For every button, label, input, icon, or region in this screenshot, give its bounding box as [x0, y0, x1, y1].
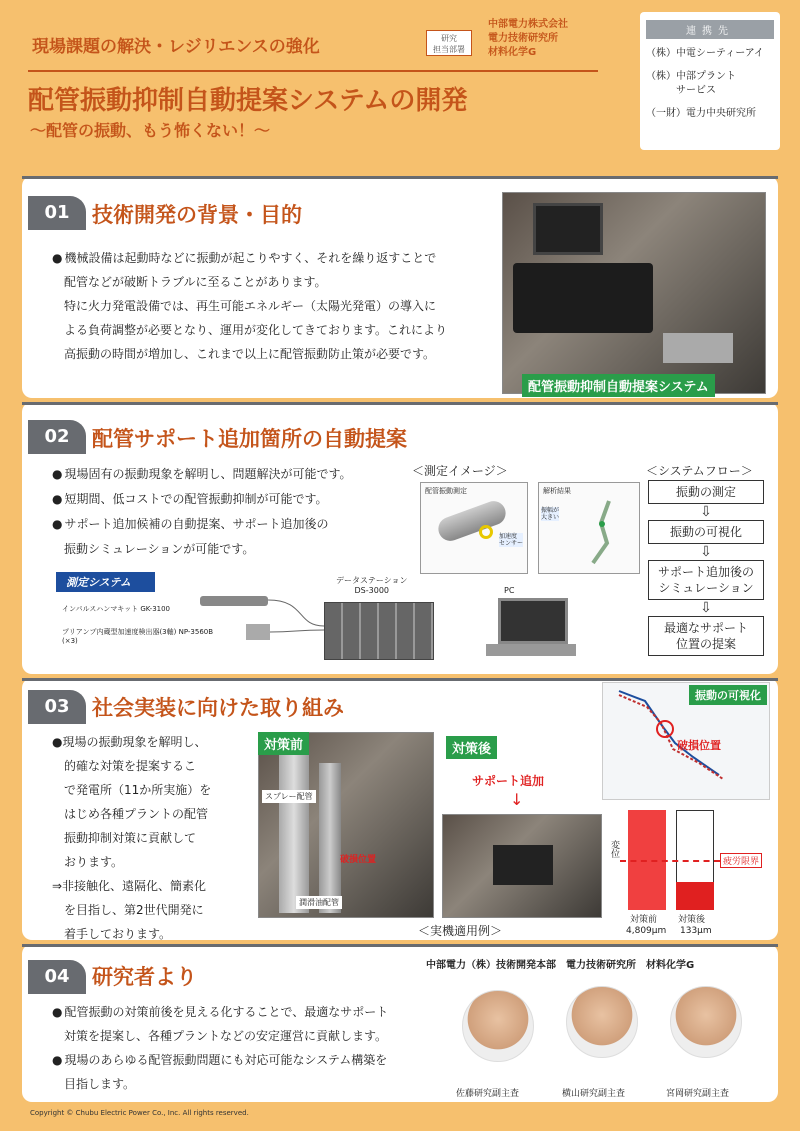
analysis-graph	[559, 497, 629, 569]
body-line: 的確な対策を提案するこ	[52, 759, 197, 773]
arrow-down-icon: ⇩	[700, 600, 712, 616]
measure-label: ＜測定イメージ＞	[412, 464, 508, 478]
body-line: 特に火力発電設備では、再生可能エネルギー（太陽光発電）の導入に	[64, 299, 437, 313]
sensor-label: 加速度 センサー	[499, 533, 524, 547]
bar-value: 133μm	[680, 926, 712, 936]
body-line: おります。	[52, 855, 124, 869]
body-line: はじめ各種プラントの配管	[52, 807, 209, 821]
section-number: 04	[28, 960, 86, 994]
person-name: 佐藤研究副主査	[456, 1089, 520, 1099]
bullet-continuation: 目指します。	[52, 1077, 136, 1091]
system-label: 測定システム	[56, 572, 155, 592]
section-title: 技術開発の背景・目的	[92, 203, 302, 227]
section-bar	[22, 402, 778, 405]
system-flow	[648, 480, 764, 656]
support-add-label: サポート追加	[472, 774, 545, 788]
page-subtitle: ～配管の振動、もう怖くない！～	[30, 121, 271, 140]
section-body	[52, 730, 252, 946]
before-label: 対策前	[258, 732, 309, 755]
body-line: ⇒非接触化、遠隔化、簡素化	[52, 879, 207, 893]
person-name: 横山研究副主査	[562, 1089, 626, 1099]
axis-label: 変位	[609, 840, 619, 858]
org-label: 中部電力（株）技術開発本部 電力技術研究所 材料化学G	[426, 960, 695, 971]
body-line: 着手しております。	[52, 927, 172, 941]
after-photo	[442, 814, 602, 918]
damage-label: 破損位置	[340, 855, 377, 865]
avatar	[462, 990, 534, 1062]
body-line: ● 機械設備は起動時などに振動が起こりやすく、それを繰り返すことで	[52, 246, 502, 270]
device-label: インパルスハンマキット GK-3100	[62, 605, 171, 613]
section-title: 社会実装に向けた取り組み	[92, 696, 344, 720]
amplitude-label: 振幅が 大きい	[541, 507, 560, 521]
copyright: Copyright © Chubu Electric Power Co., Inc. All rights reserved.	[30, 1109, 249, 1117]
damage-label: 破損位置	[677, 739, 721, 752]
device-icon	[663, 333, 733, 363]
partner-item: （株）中電シーティーアイ	[646, 48, 764, 59]
section-number: 01	[28, 196, 86, 230]
support-icon	[493, 845, 553, 885]
body-line: で発電所（11か所実施）を	[52, 783, 212, 797]
person-name: 宮岡研究副主査	[666, 1089, 730, 1099]
system-photo	[502, 192, 766, 394]
header-divider	[28, 70, 598, 72]
body-line: よる負荷調整が必要となり、運用が変化してきております。これにより	[64, 323, 448, 337]
pc-label: PC	[504, 586, 515, 595]
bullet-item: ● 現場のあらゆる配管振動問題にも対応可能なシステム構築を	[52, 1048, 452, 1072]
panel-label: 解析結果	[543, 487, 571, 495]
flow-step: 振動の可視化	[648, 520, 764, 544]
section-bar	[22, 678, 778, 681]
section-bar	[22, 176, 778, 179]
measure-panel	[420, 482, 528, 574]
flow-step: 振動の測定	[648, 480, 764, 504]
pipe-icon	[319, 763, 341, 913]
pc-keyboard-icon	[486, 644, 576, 656]
visualization-label: 振動の可視化	[689, 685, 767, 705]
hammer-icon	[200, 596, 268, 606]
dept-name: 中部電力株式会社 電力技術研究所 材料化学G	[488, 19, 568, 58]
theme-heading: 現場課題の解決・レジリエンスの強化	[32, 37, 320, 57]
arrow-down-icon: ⇩	[700, 504, 712, 520]
section-number: 02	[28, 420, 86, 454]
bullet-item: ● サポート追加候補の自動提案、サポート追加後の	[52, 512, 412, 537]
example-caption: ＜実機適用例＞	[418, 924, 503, 938]
fatigue-limit-label: 疲労限界	[720, 853, 762, 868]
body-line: ●現場の振動現象を解明し、	[52, 735, 207, 749]
avatar	[566, 986, 638, 1058]
panel-label: 配管振動測定	[425, 487, 467, 495]
dept-tag: 研究 担当部署	[426, 30, 472, 56]
body-line: を目指し、第2世代開発に	[52, 903, 204, 917]
section-title: 配管サポート追加箇所の自動提案	[92, 427, 407, 451]
bullet-item: ● 短期間、低コストでの配管振動抑制が可能です。	[52, 487, 412, 512]
flow-label: ＜システムフロー＞	[646, 464, 753, 478]
body-line: 配管などが破断トラブルに至ることがあります。	[64, 275, 327, 289]
section-bar	[22, 944, 778, 947]
pipe-icon	[279, 753, 309, 913]
section-title: 研究者より	[92, 965, 197, 989]
body-line: 高振動の時間が増加し、これまで以上に配管振動防止策が必要です。	[64, 347, 436, 361]
sensor-icon	[479, 525, 493, 539]
section-number: 03	[28, 690, 86, 724]
fatigue-limit-line	[620, 860, 720, 862]
flow-step: 最適なサポート 位置の提案	[648, 616, 764, 656]
data-station-icon	[324, 602, 434, 660]
body-line: 振動抑制対策に貢献して	[52, 831, 197, 845]
flow-step: サポート追加後の シミュレーション	[648, 560, 764, 600]
cable-lines	[266, 596, 326, 656]
section-body	[52, 462, 412, 562]
bullet-continuation: 対策を提案し、各種プラントなどの安定運営に貢献します。	[52, 1029, 388, 1043]
bullet-item: ● 配管振動の対策前後を見える化することで、最適なサポート	[52, 1000, 452, 1024]
photo-caption: 配管振動抑制自動提案システム	[522, 374, 715, 397]
bar-label: 対策後	[678, 915, 706, 925]
partner-item: （一財）電力中央研究所	[646, 108, 756, 119]
page-title: 配管振動抑制自動提案システムの開発	[28, 86, 468, 116]
after-label: 対策後	[446, 736, 497, 759]
arrow-down-icon: ⇩	[700, 544, 712, 560]
section-body	[52, 1000, 452, 1096]
photo-label: スプレー配管	[262, 790, 316, 803]
photo-label: 潤滑油配管	[296, 896, 342, 909]
avatar	[670, 986, 742, 1058]
partner-heading: 連携先	[646, 20, 774, 39]
before-photo	[258, 732, 434, 918]
device-label: プリアンプ内蔵型加速度検出器(3軸) NP-3560B (×3)	[62, 628, 214, 645]
bar-after	[676, 882, 714, 910]
section-body	[52, 246, 502, 366]
bullet-continuation: 振動シミュレーションが可能です。	[64, 542, 255, 556]
case-icon	[513, 263, 653, 333]
bullet-item: ● 現場固有の振動現象を解明し、問題解決が可能です。	[52, 462, 412, 487]
partner-box	[640, 12, 780, 150]
bar-value: 4,809μm	[626, 926, 667, 936]
station-label: データステーション DS-3000	[336, 576, 408, 595]
analysis-panel	[538, 482, 640, 574]
laptop-icon	[533, 203, 603, 255]
pipe-icon	[435, 498, 509, 544]
visualization-panel	[602, 682, 770, 800]
pc-icon	[498, 598, 568, 644]
partner-item: （株）中部プラント サービス	[646, 71, 736, 96]
bar-label: 対策前	[630, 915, 658, 925]
arrow-down-icon: ↓	[510, 790, 524, 809]
